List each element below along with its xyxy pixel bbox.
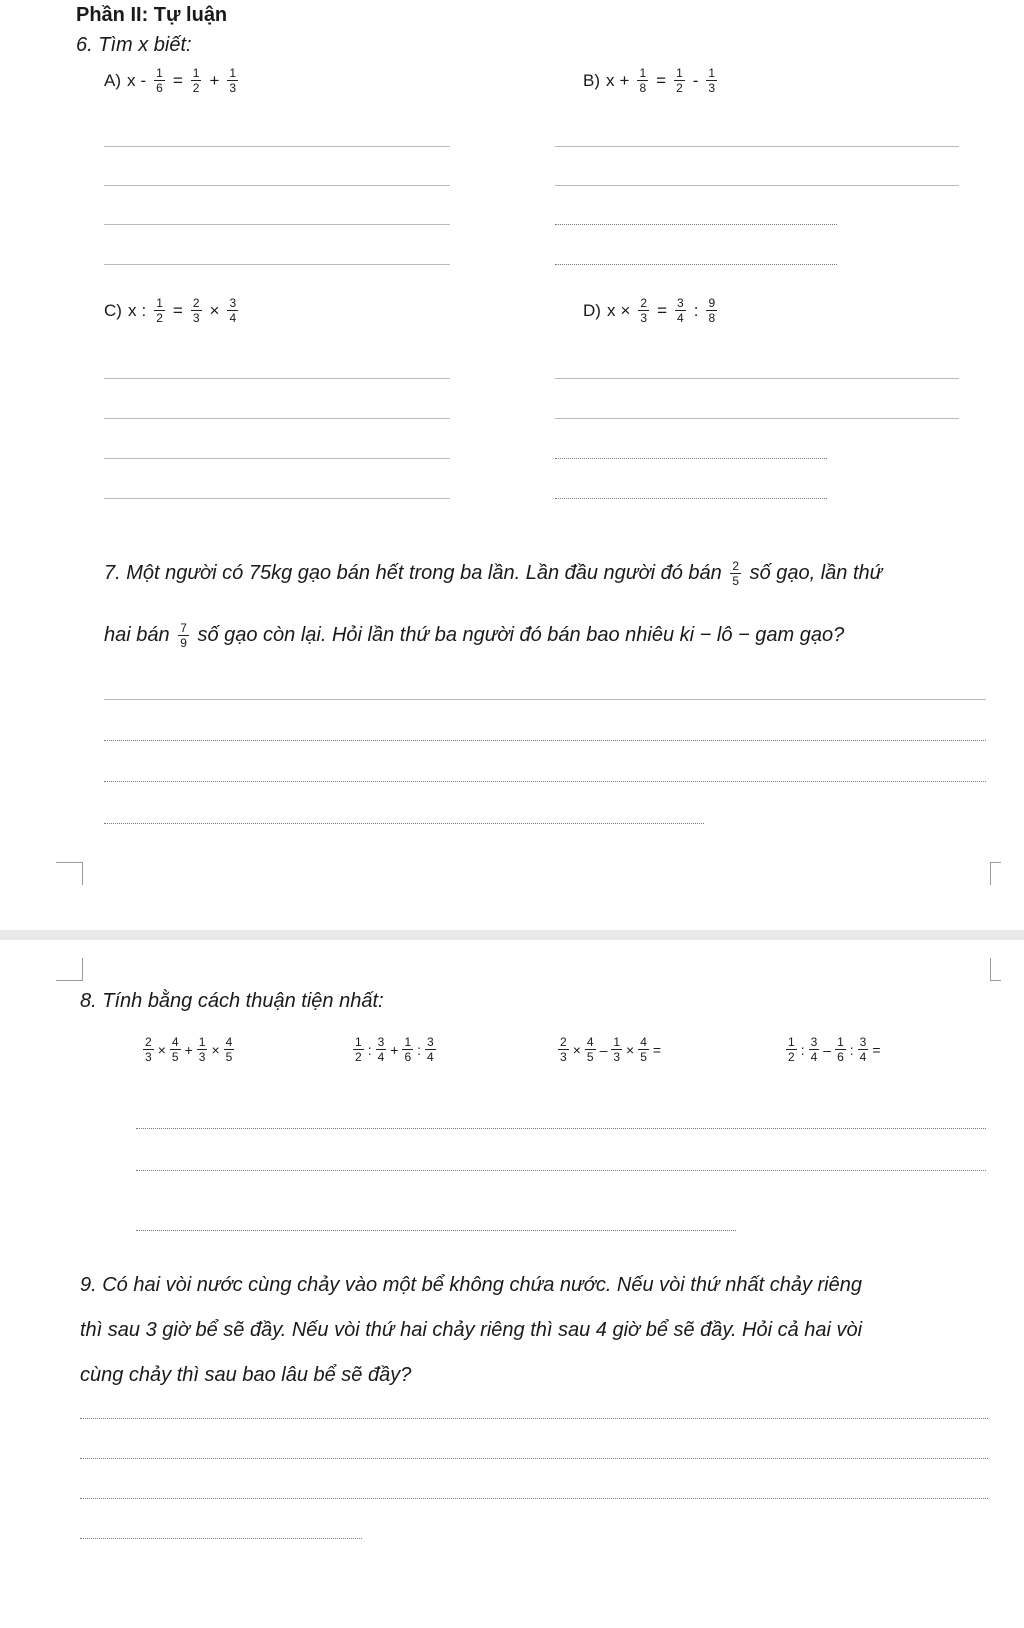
q8-expr-4 <box>783 1035 882 1064</box>
fraction: $\frac{1}{3}$ <box>229 66 237 95</box>
equals: = <box>657 300 668 320</box>
operator: : <box>800 1041 805 1058</box>
operator: : <box>417 1041 422 1058</box>
answer-line <box>104 146 450 147</box>
answer-line <box>555 185 959 186</box>
answer-line <box>104 378 450 379</box>
var-x: x <box>127 300 137 320</box>
answer-line <box>80 1418 988 1419</box>
equals: = <box>872 1041 881 1058</box>
q6-heading: 6. Tìm x biết: <box>76 34 192 56</box>
q8-heading: 8. Tính bằng cách thuận tiện nhất: <box>80 990 384 1012</box>
eq-label: A) <box>104 70 121 90</box>
operator: + <box>209 70 220 90</box>
operator: – <box>823 1041 832 1058</box>
fraction: $\frac{4}{5}$ <box>225 1035 233 1064</box>
answer-line <box>555 498 827 499</box>
answer-line <box>136 1128 986 1129</box>
fraction: $\frac{9}{8}$ <box>708 296 716 325</box>
operator: – <box>599 1041 608 1058</box>
fraction: $\frac{1}{2}$ <box>676 66 683 95</box>
fraction: $\frac{1}{3}$ <box>613 1035 621 1064</box>
q8-expr-2 <box>350 1035 441 1064</box>
answer-line <box>104 185 450 186</box>
operator: × <box>572 1041 581 1058</box>
equals: = <box>172 70 183 90</box>
answer-line <box>555 264 837 265</box>
answer-line <box>80 1458 988 1459</box>
answer-line <box>104 264 450 265</box>
var-x: x <box>606 70 615 90</box>
eq-label: B) <box>583 70 600 90</box>
fraction: $\frac{2}{3}$ <box>640 296 648 325</box>
answer-line <box>136 1170 986 1171</box>
answer-line <box>555 418 959 419</box>
q7-line1 <box>104 556 882 590</box>
fraction: $\frac{1}{3}$ <box>708 66 716 95</box>
equals: = <box>652 1041 662 1058</box>
fraction: $\frac{4}{5}$ <box>171 1035 179 1064</box>
fraction: $\frac{4}{5}$ <box>640 1035 647 1064</box>
q8-expr-3 <box>555 1035 662 1064</box>
var-x: x <box>606 300 616 320</box>
fraction: $\frac{7}{9}$ <box>180 621 187 651</box>
operator: × <box>211 1041 220 1058</box>
answer-line <box>80 1498 988 1499</box>
answer-line <box>104 418 450 419</box>
q6-eq-b <box>583 66 720 95</box>
answer-line <box>104 458 450 459</box>
q9-line1: 9. Có hai vòi nước cùng chảy vào một bể không chứa nước. Nếu vòi thứ nhất chảy riêng <box>80 1274 862 1296</box>
q7-text: số gạo, lần thứ <box>749 562 883 584</box>
eq-label: C) <box>104 300 122 320</box>
eq-label: D) <box>583 300 601 320</box>
fraction: $\frac{2}{3}$ <box>145 1035 152 1064</box>
operator: - <box>140 70 147 90</box>
page-corner-mark <box>56 862 83 885</box>
fraction: $\frac{1}{6}$ <box>837 1035 844 1064</box>
answer-line <box>104 224 450 225</box>
answer-line <box>555 224 837 225</box>
page-break <box>0 930 1024 940</box>
fraction: $\frac{1}{6}$ <box>404 1035 412 1064</box>
fraction: $\frac{3}{4}$ <box>859 1035 867 1064</box>
var-x: x <box>127 70 136 90</box>
fraction: $\frac{1}{3}$ <box>198 1035 206 1064</box>
operator: : <box>693 300 699 320</box>
answer-line <box>104 699 986 700</box>
q6-eq-a <box>104 66 241 95</box>
fraction: $\frac{3}{4}$ <box>377 1035 385 1064</box>
q7-text: 7. Một người có 75kg gạo bán hết trong ba lần. Lần đầu người đó bán <box>104 562 722 584</box>
fraction: $\frac{2}{5}$ <box>732 559 739 589</box>
operator: : <box>849 1041 854 1058</box>
fraction: $\frac{2}{3}$ <box>192 296 200 325</box>
fraction: $\frac{3}{4}$ <box>810 1035 818 1064</box>
page-corner-mark <box>990 958 1001 981</box>
q9-line3: cùng chảy thì sau bao lâu bể sẽ đầy? <box>80 1364 412 1386</box>
answer-line <box>104 823 704 824</box>
q8-expr-1 <box>140 1035 239 1064</box>
fraction: $\frac{1}{2}$ <box>788 1035 795 1064</box>
equals: = <box>656 70 667 90</box>
operator: : <box>141 300 147 320</box>
fraction: $\frac{1}{2}$ <box>192 66 200 95</box>
q7-text: hai bán <box>104 624 170 646</box>
page-corner-mark <box>56 958 83 981</box>
operator: + <box>390 1041 399 1058</box>
q6-eq-c <box>104 296 241 325</box>
answer-line <box>104 781 986 782</box>
answer-line <box>555 378 959 379</box>
answer-line <box>80 1538 362 1539</box>
operator: × <box>620 300 631 320</box>
q7-line2 <box>104 618 844 652</box>
q7-text: số gạo còn lại. Hỏi lần thứ ba người đó bán bao nhiêu ki − lô − gam gạo? <box>197 624 845 646</box>
fraction: $\frac{1}{8}$ <box>639 66 647 95</box>
answer-line <box>104 740 986 741</box>
answer-line <box>555 146 959 147</box>
operator: × <box>209 300 220 320</box>
operator: × <box>157 1041 166 1058</box>
answer-line <box>104 498 450 499</box>
fraction: $\frac{3}{4}$ <box>427 1035 434 1064</box>
fraction: $\frac{3}{4}$ <box>229 296 237 325</box>
page-corner-mark <box>990 862 1001 885</box>
q6-eq-d <box>583 296 720 325</box>
answer-line <box>555 458 827 459</box>
operator: - <box>692 70 699 90</box>
fraction: $\frac{1}{2}$ <box>355 1035 362 1064</box>
q9-line2: thì sau 3 giờ bể sẽ đầy. Nếu vòi thứ hai chảy riêng thì sau 4 giờ bể sẽ đầy. Hỏi cả hai vòi <box>80 1319 863 1341</box>
fraction: $\frac{4}{5}$ <box>586 1035 594 1064</box>
operator: + <box>184 1041 193 1058</box>
operator: : <box>367 1041 372 1058</box>
fraction: $\frac{1}{6}$ <box>156 66 163 95</box>
operator: + <box>619 70 630 90</box>
fraction: $\frac{2}{3}$ <box>560 1035 567 1064</box>
fraction: $\frac{3}{4}$ <box>677 296 684 325</box>
operator: × <box>626 1041 635 1058</box>
section-title: Phần II: Tự luận <box>76 4 228 26</box>
fraction: $\frac{1}{2}$ <box>156 296 163 325</box>
equals: = <box>172 300 183 320</box>
answer-line <box>136 1230 736 1231</box>
